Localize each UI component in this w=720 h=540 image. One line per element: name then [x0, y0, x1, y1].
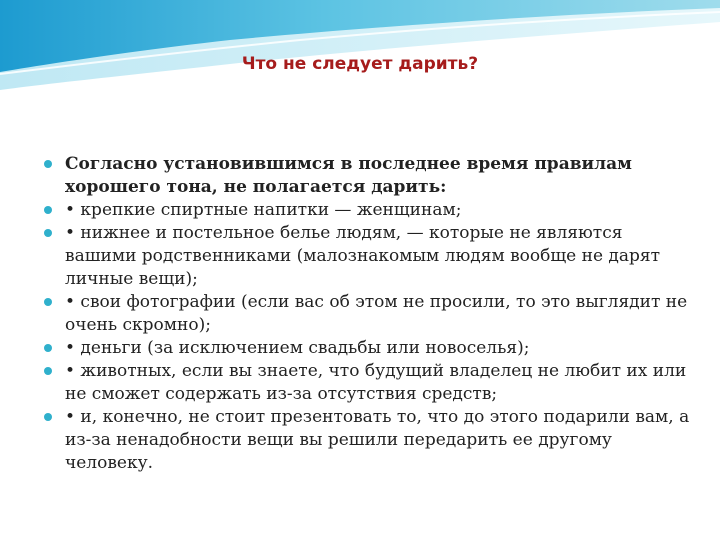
bullet-dot-icon [44, 160, 52, 168]
bullet-dot-icon [44, 298, 52, 306]
list-item [44, 291, 690, 337]
bullet-dot-icon [44, 413, 52, 421]
bullet-dot-icon [44, 229, 52, 237]
bullet-dot-icon [44, 367, 52, 375]
list-item [44, 360, 690, 406]
bullet-dot-icon [44, 206, 52, 214]
list-item-text: • крепкие спиртные напитки — женщинам; [65, 200, 462, 220]
list-item-text: Согласно установившимся в последнее время правилам хорошего тона, не полагается дарить: [65, 154, 632, 197]
list-item-text: • свои фотографии (если вас об этом не просили, то это выглядит не очень скромно); [65, 292, 688, 335]
list-item [44, 406, 690, 475]
bullet-list [44, 153, 690, 475]
list-item-text: • и, конечно, не стоит презентовать то, что до этого подарили вам, а из-за ненадобности вещи вы решили передарить ее другому человеку. [65, 407, 690, 473]
list-item [44, 222, 690, 291]
list-item [44, 153, 690, 199]
slide-title: Что не следует дарить? [241, 54, 479, 74]
list-item [44, 199, 690, 222]
bullet-dot-icon [44, 344, 52, 352]
list-item [44, 337, 690, 360]
list-item-text: • нижнее и постельное белье людям, — которые не являются вашими родственниками (малознакомым людям вообще не дарят личные вещи); [65, 223, 661, 289]
list-item-text: • деньги (за исключением свадьбы или новоселья); [65, 338, 530, 358]
list-item-text: • животных, если вы знаете, что будущий владелец не любит их или не сможет содержать из-за отсутствия средств; [65, 361, 687, 404]
